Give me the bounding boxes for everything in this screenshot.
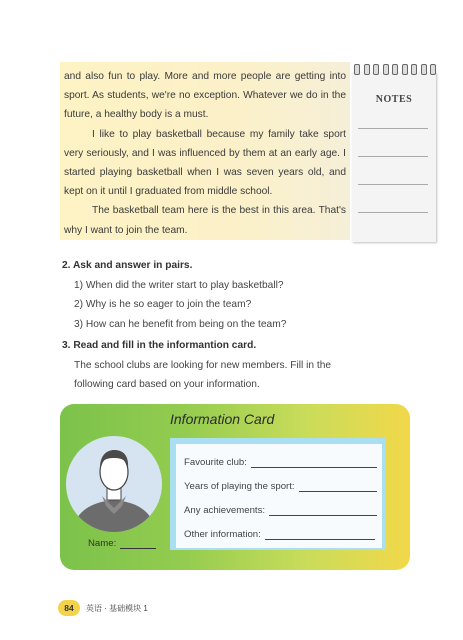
field-years-playing[interactable] xyxy=(184,481,377,492)
blank-line[interactable] xyxy=(251,458,377,468)
field-achievements[interactable] xyxy=(184,505,377,516)
task-2-heading: 2. Ask and answer in pairs. xyxy=(62,260,193,271)
field-label: Any achievements: xyxy=(184,505,266,516)
notebook-spiral-icon xyxy=(354,64,436,76)
blank-line[interactable] xyxy=(120,539,156,549)
name-label: Name: xyxy=(88,538,117,549)
notes-line[interactable] xyxy=(358,184,428,185)
task-3-heading: 3. Read and fill in the informantion card. xyxy=(62,340,257,351)
blank-line[interactable] xyxy=(299,482,377,492)
question-3: 3) How can he benefit from being on the team? xyxy=(74,318,287,330)
field-label: Years of playing the sport: xyxy=(184,481,295,492)
notes-line[interactable] xyxy=(358,128,428,129)
task-3-instruction: The school clubs are looking for new members. Fill in the following card based on your information. xyxy=(74,359,332,390)
task-3 xyxy=(62,336,362,395)
blank-line[interactable] xyxy=(265,530,375,540)
avatar xyxy=(66,436,162,532)
person-silhouette-icon xyxy=(66,436,162,532)
paragraph-2: I like to play basketball because my family take sport very seriously, and I was influenced by them at an early age. I started playing basketball when I was seven years old, and kept on it until I graduated from middle school. xyxy=(64,128,346,198)
paragraph-1: and also fun to play. More and more people are getting into sport. As students, we're no exception. Whatever we do in the future, a healthy body is a must. xyxy=(64,71,346,121)
notes-line[interactable] xyxy=(358,212,428,213)
question-1: 1) When did the writer start to play basketball? xyxy=(74,279,284,291)
notes-line[interactable] xyxy=(358,156,428,157)
field-favourite-club[interactable] xyxy=(184,457,377,468)
page-number: 84 xyxy=(58,600,80,616)
field-label: Other information: xyxy=(184,529,261,540)
blank-line[interactable] xyxy=(269,506,377,516)
card-title: Information Card xyxy=(170,411,275,427)
reading-passage xyxy=(64,67,346,240)
book-title: 英语 · 基础模块 1 xyxy=(86,604,148,613)
name-field[interactable] xyxy=(88,538,156,549)
field-other-information[interactable] xyxy=(184,529,375,540)
notes-title: NOTES xyxy=(375,94,413,105)
paragraph-3: The basketball team here is the best in this area. That's why I want to join the team. xyxy=(64,205,346,236)
task-2 xyxy=(62,256,286,334)
question-2: 2) Why is he so eager to join the team? xyxy=(74,299,252,310)
field-label: Favourite club: xyxy=(184,457,247,468)
